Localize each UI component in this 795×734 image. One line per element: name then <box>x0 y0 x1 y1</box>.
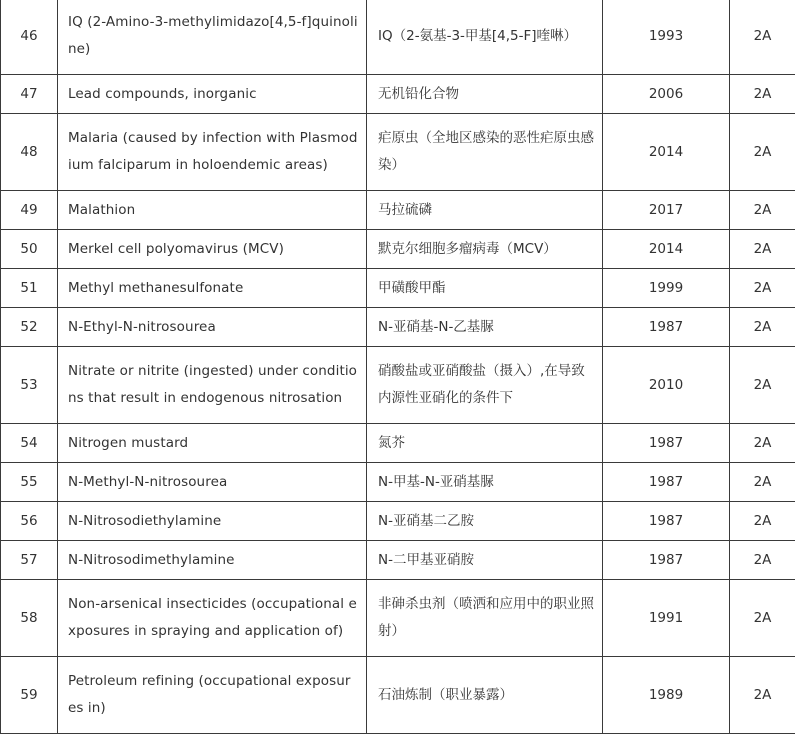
row-number-cell: 50 <box>1 230 58 269</box>
chinese-name-cell: 马拉硫磷 <box>367 191 603 230</box>
english-name-cell: N-Nitrosodiethylamine <box>58 502 367 541</box>
row-number-cell: 56 <box>1 502 58 541</box>
english-name-cell: Non-arsenical insecticides (occupational exposures in spraying and application of) <box>58 580 367 657</box>
table-row <box>1 230 795 269</box>
row-number-cell: 46 <box>1 0 58 75</box>
english-name-cell: Nitrate or nitrite (ingested) under conditions that result in endogenous nitrosation <box>58 347 367 424</box>
table-row <box>1 308 795 347</box>
group-cell: 2A <box>730 502 795 541</box>
row-number-cell: 58 <box>1 580 58 657</box>
year-cell: 1987 <box>603 463 730 502</box>
chinese-name-cell: 非砷杀虫剂（喷洒和应用中的职业照射） <box>367 580 603 657</box>
english-name-cell: Malaria (caused by infection with Plasmodium falciparum in holoendemic areas) <box>58 114 367 191</box>
english-name-cell: N-Methyl-N-nitrosourea <box>58 463 367 502</box>
chinese-name-cell: 氮芥 <box>367 424 603 463</box>
row-number-cell: 51 <box>1 269 58 308</box>
chinese-name-cell: 甲磺酸甲酯 <box>367 269 603 308</box>
row-number-cell: 47 <box>1 75 58 114</box>
row-number-cell: 57 <box>1 541 58 580</box>
table-row <box>1 463 795 502</box>
year-cell: 2017 <box>603 191 730 230</box>
group-cell: 2A <box>730 230 795 269</box>
row-number-cell: 55 <box>1 463 58 502</box>
chinese-name-cell: 硝酸盐或亚硝酸盐（摄入）,在导致内源性亚硝化的条件下 <box>367 347 603 424</box>
table-row <box>1 269 795 308</box>
group-cell: 2A <box>730 424 795 463</box>
year-cell: 1989 <box>603 657 730 734</box>
year-cell: 1991 <box>603 580 730 657</box>
chinese-name-cell: 默克尔细胞多瘤病毒（MCV） <box>367 230 603 269</box>
table-row <box>1 0 795 75</box>
row-number-cell: 54 <box>1 424 58 463</box>
year-cell: 1987 <box>603 502 730 541</box>
table-row <box>1 502 795 541</box>
year-cell: 2010 <box>603 347 730 424</box>
year-cell: 1993 <box>603 0 730 75</box>
table-row <box>1 114 795 191</box>
group-cell: 2A <box>730 269 795 308</box>
year-cell: 1987 <box>603 541 730 580</box>
row-number-cell: 49 <box>1 191 58 230</box>
english-name-cell: N-Nitrosodimethylamine <box>58 541 367 580</box>
row-number-cell: 53 <box>1 347 58 424</box>
group-cell: 2A <box>730 75 795 114</box>
table-body <box>1 0 795 734</box>
english-name-cell: Nitrogen mustard <box>58 424 367 463</box>
chinese-name-cell: N-二甲基亚硝胺 <box>367 541 603 580</box>
row-number-cell: 52 <box>1 308 58 347</box>
english-name-cell: Methyl methanesulfonate <box>58 269 367 308</box>
english-name-cell: Petroleum refining (occupational exposures in) <box>58 657 367 734</box>
table-row <box>1 75 795 114</box>
table-row <box>1 191 795 230</box>
chinese-name-cell: 石油炼制（职业暴露） <box>367 657 603 734</box>
year-cell: 1999 <box>603 269 730 308</box>
english-name-cell: IQ (2-Amino-3-methylimidazo[4,5-f]quinoline) <box>58 0 367 75</box>
chinese-name-cell: 疟原虫（全地区感染的恶性疟原虫感染） <box>367 114 603 191</box>
english-name-cell: Lead compounds, inorganic <box>58 75 367 114</box>
chinese-name-cell: N-亚硝基二乙胺 <box>367 502 603 541</box>
table-row <box>1 657 795 734</box>
chinese-name-cell: N-亚硝基-N-乙基脲 <box>367 308 603 347</box>
english-name-cell: N-Ethyl-N-nitrosourea <box>58 308 367 347</box>
english-name-cell: Malathion <box>58 191 367 230</box>
group-cell: 2A <box>730 541 795 580</box>
row-number-cell: 48 <box>1 114 58 191</box>
group-cell: 2A <box>730 580 795 657</box>
year-cell: 2006 <box>603 75 730 114</box>
group-cell: 2A <box>730 657 795 734</box>
group-cell: 2A <box>730 0 795 75</box>
table-row <box>1 424 795 463</box>
group-cell: 2A <box>730 191 795 230</box>
table-row <box>1 541 795 580</box>
english-name-cell: Merkel cell polyomavirus (MCV) <box>58 230 367 269</box>
row-number-cell: 59 <box>1 657 58 734</box>
group-cell: 2A <box>730 347 795 424</box>
table-row <box>1 347 795 424</box>
chinese-name-cell: N-甲基-N-亚硝基脲 <box>367 463 603 502</box>
year-cell: 1987 <box>603 308 730 347</box>
year-cell: 2014 <box>603 230 730 269</box>
group-cell: 2A <box>730 463 795 502</box>
group-cell: 2A <box>730 308 795 347</box>
year-cell: 2014 <box>603 114 730 191</box>
year-cell: 1987 <box>603 424 730 463</box>
table-row <box>1 580 795 657</box>
chinese-name-cell: 无机铅化合物 <box>367 75 603 114</box>
chinese-name-cell: IQ（2-氨基-3-甲基[4,5-F]喹啉） <box>367 0 603 75</box>
group-cell: 2A <box>730 114 795 191</box>
